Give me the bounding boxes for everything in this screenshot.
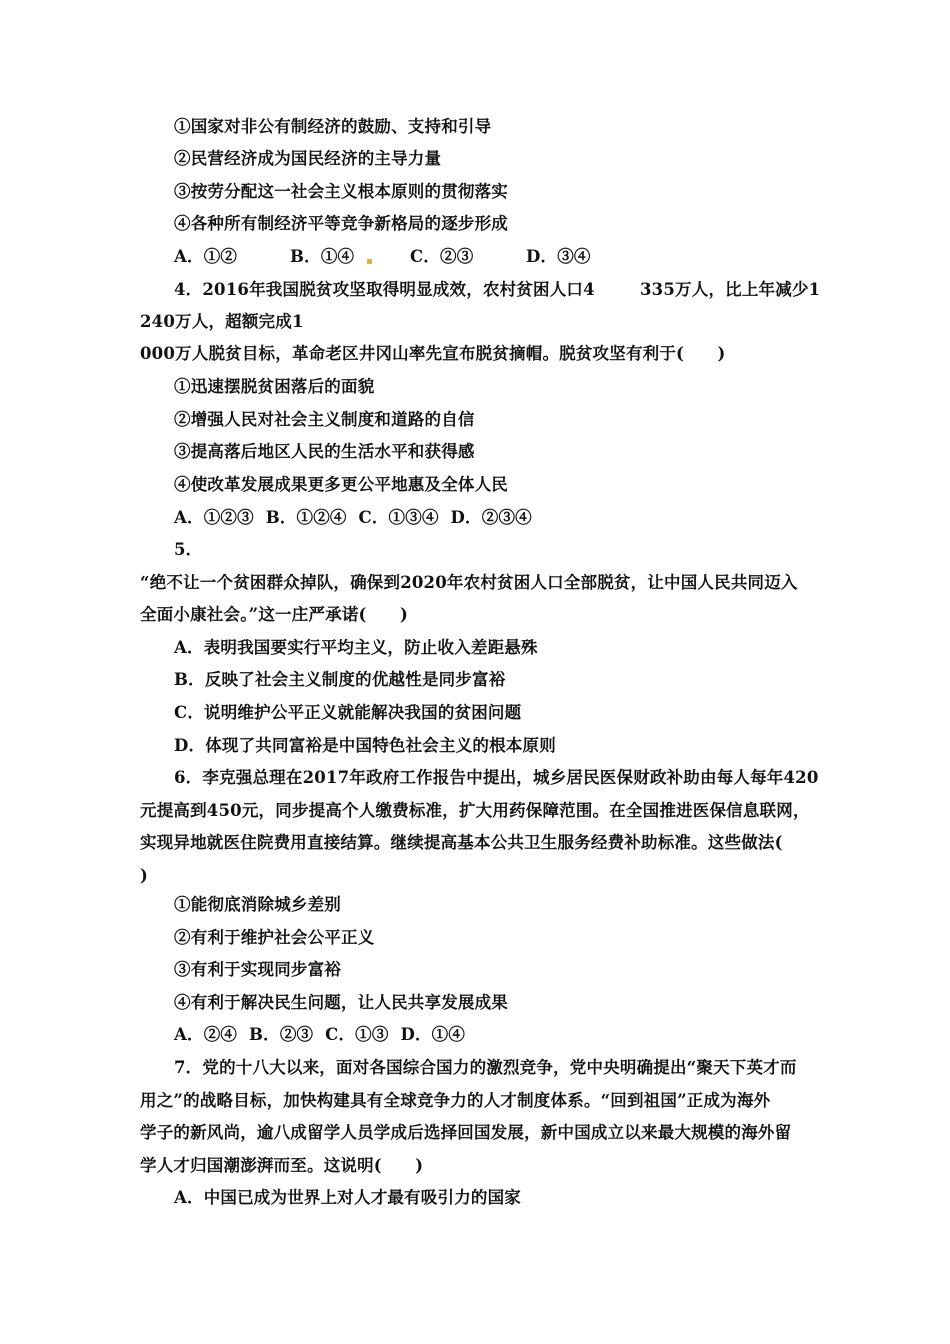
q3-option-b: B．①④ bbox=[290, 247, 355, 266]
q7-option-a: A．中国已成为世界上对人才最有吸引力的国家 bbox=[174, 1188, 522, 1207]
q6-stem-line-1: 6．李克强总理在2017年政府工作报告中提出，城乡居民医保财政补助由每人每年420 bbox=[174, 768, 819, 787]
q3-item-3: ③按劳分配这一社会主义根本原则的贯彻落实 bbox=[174, 182, 508, 201]
q3-options bbox=[174, 246, 591, 268]
q4-stem-line-2: 240万人，超额完成1 bbox=[140, 312, 304, 331]
q5-option-b: B．反映了社会主义制度的优越性是同步富裕 bbox=[174, 670, 506, 689]
q4-item-2: ②增强人民对社会主义制度和道路的自信 bbox=[174, 410, 475, 429]
q6-item-4: ④有利于解决民生问题，让人民共享发展成果 bbox=[174, 993, 508, 1012]
q3-item-4: ④各种所有制经济平等竞争新格局的逐步形成 bbox=[174, 214, 508, 233]
q7-stem-line-4: 学人才归国潮澎湃而至。这说明( ) bbox=[140, 1156, 424, 1175]
q5-option-a: A．表明我国要实行平均主义，防止收入差距悬殊 bbox=[174, 638, 538, 657]
q3-option-a: A．①② bbox=[174, 247, 238, 266]
q5-option-c: C．说明维护公平正义就能解决我国的贫困问题 bbox=[174, 703, 522, 722]
q6-stem-line-2: 元提高到450元，同步提高个人缴费标准，扩大用药保障范围。在全国推进医保信息联网， bbox=[140, 801, 810, 820]
q4-item-3: ③提高落后地区人民的生活水平和获得感 bbox=[174, 442, 475, 461]
q4-stem-line-1a: 4．2016年我国脱贫攻坚取得明显成效，农村贫困人口4 bbox=[174, 280, 595, 299]
q3-item-2: ②民营经济成为国民经济的主导力量 bbox=[174, 149, 442, 168]
q6-options: A．②④ B．②③ C．①③ D．①④ bbox=[174, 1025, 466, 1044]
q6-item-2: ②有利于维护社会公平正义 bbox=[174, 928, 375, 947]
q7-stem-line-1: 7．党的十八大以来，面对各国综合国力的激烈竞争，党中央明确提出“聚天下英才而 bbox=[174, 1058, 797, 1077]
q4-item-4: ④使改革发展成果更多更公平地惠及全体人民 bbox=[174, 475, 508, 494]
stray-mark bbox=[367, 259, 372, 264]
q6-item-3: ③有利于实现同步富裕 bbox=[174, 960, 341, 979]
q5-option-d: D．体现了共同富裕是中国特色社会主义的根本原则 bbox=[174, 736, 556, 755]
q5-number: 5． bbox=[174, 540, 203, 559]
q5-stem-line-2: 全面小康社会。”这一庄严承诺( ) bbox=[140, 605, 408, 624]
q3-item-1: ①国家对非公有制经济的鼓励、支持和引导 bbox=[174, 117, 492, 136]
q4-stem-line-3: 000万人脱贫目标，革命老区井冈山率先宣布脱贫摘帽。脱贫攻坚有利于( ) bbox=[140, 344, 726, 363]
q6-item-1: ①能彻底消除城乡差别 bbox=[174, 895, 341, 914]
q4-item-1: ①迅速摆脱贫困落后的面貌 bbox=[174, 377, 375, 396]
q4-stem-line-1b: 335万人，比上年减少1 bbox=[640, 280, 821, 299]
q4-options: A．①②③ B．①②④ C．①③④ D．②③④ bbox=[174, 508, 532, 527]
q5-stem-line-1: “绝不让一个贫困群众掉队，确保到2020年农村贫困人口全部脱贫，让中国人民共同迈入 bbox=[140, 573, 798, 592]
q6-stem-line-4: ) bbox=[140, 866, 149, 885]
q7-stem-line-3: 学子的新风尚，逾八成留学人员学成后选择回国发展，新中国成立以来最大规模的海外留 bbox=[140, 1123, 792, 1142]
q3-option-c: C．②③ bbox=[410, 247, 474, 266]
q3-option-d: D．③④ bbox=[526, 247, 591, 266]
q7-stem-line-2: 用之”的战略目标，加快构建具有全球竞争力的人才制度体系。“回到祖国”正成为海外 bbox=[140, 1091, 771, 1110]
q6-stem-line-3: 实现异地就医住院费用直接结算。继续提高基本公共卫生服务经费补助标准。这些做法( bbox=[140, 833, 783, 852]
